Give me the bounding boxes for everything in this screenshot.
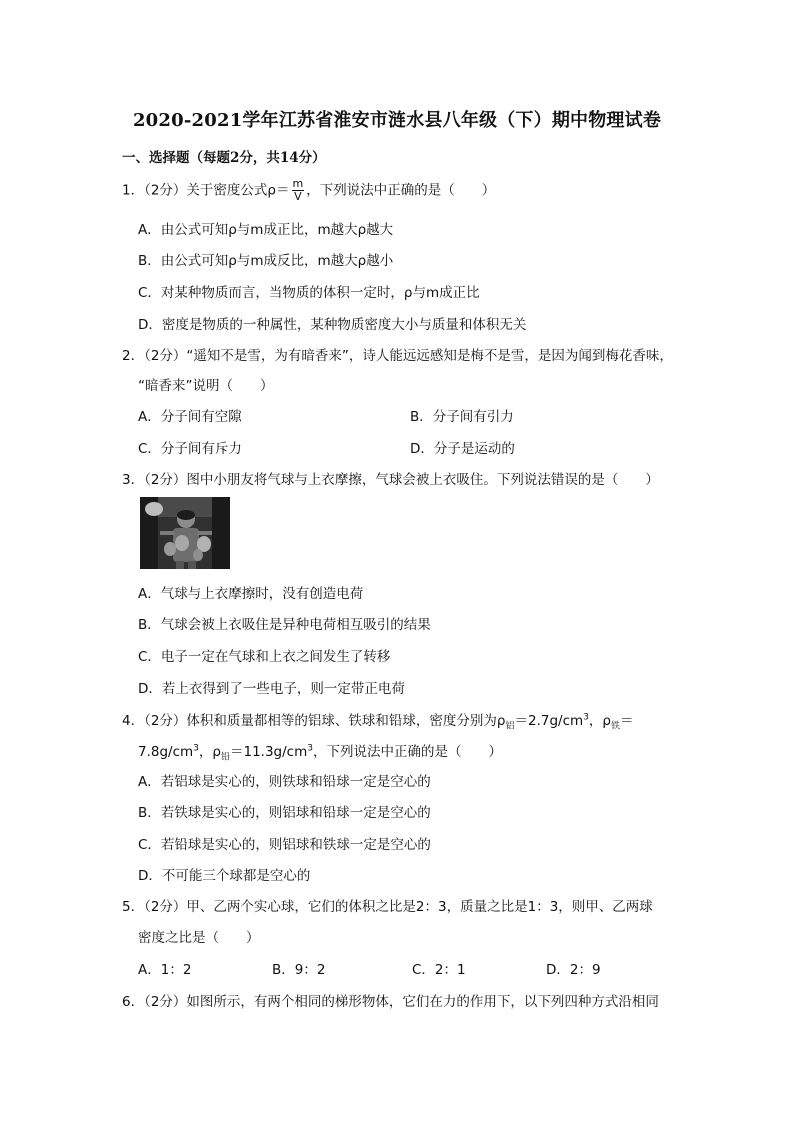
q4-text-f: ，ρ (198, 744, 221, 760)
question-1-stem (122, 178, 495, 203)
q4-text-a: 4．（2分）体积和质量都相等的铝球、铁球和铅球，密度分别为ρ (122, 713, 506, 729)
question-5-stem-line-2: 密度之比是（ ） (138, 930, 260, 946)
q4-text-b: ＝2.7g/cm (514, 713, 584, 729)
question-3-option-d: D．若上衣得到了一些电子，则一定带正电荷 (138, 681, 405, 697)
question-2-option-d: D．分子是运动的 (410, 441, 515, 457)
iron-subscript: 铁 (611, 721, 621, 732)
q4-text-g: ＝11.3g/cm (230, 744, 308, 760)
question-4-option-c: C．若铅球是实心的，则铝球和铁球一定是空心的 (138, 837, 431, 853)
question-5-option-b: B．9：2 (272, 962, 326, 978)
aluminum-subscript: 铝 (505, 721, 515, 732)
question-1-option-c: C．对某种物质而言，当物质的体积一定时，ρ与m成正比 (138, 285, 480, 301)
question-1-suffix: ，下列说法中正确的是（ ） (306, 182, 496, 199)
q4-text-e: 7.8g/cm (138, 744, 194, 760)
q4-text-c: ，ρ (588, 713, 611, 729)
page-title: 2020-2021学年江苏省淮安市涟水县八年级（下）期中物理试卷 (132, 110, 662, 131)
cubic-superscript: 3 (307, 743, 313, 754)
question-4-stem-line-2 (138, 740, 502, 763)
q4-text-h: ，下列说法中正确的是（ ） (312, 744, 502, 760)
balloon-child-photo (140, 497, 230, 569)
question-2-option-a: A．分子间有空隙 (138, 409, 242, 425)
question-3-stem: 3．（2分）图中小朋友将气球与上衣摩擦，气球会被上衣吸住。下列说法错误的是（ ） (122, 472, 659, 488)
question-1-option-b: B．由公式可知ρ与m成反比，m越大ρ越小 (138, 253, 394, 269)
question-2-stem-line-1: 2．（2分）“遥知不是雪，为有暗香来”，诗人能远远感知是梅不是雪，是因为闻到梅花香味， (122, 348, 673, 364)
question-1-option-d: D．密度是物质的一种属性，某种物质密度大小与质量和体积无关 (138, 317, 527, 333)
fraction-numerator: m (292, 177, 304, 190)
q4-text-d: ＝ (620, 713, 634, 729)
cubic-superscript: 3 (193, 743, 199, 754)
question-3-option-c: C．电子一定在气球和上衣之间发生了转移 (138, 649, 391, 665)
question-1-option-a: A．由公式可知ρ与m成正比，m越大ρ越大 (138, 222, 394, 238)
question-5-option-d: D．2：9 (546, 962, 601, 978)
question-4-stem-line-1 (122, 709, 634, 732)
question-5-option-c: C．2：1 (412, 962, 466, 978)
question-3-option-b: B．气球会被上衣吸住是异种电荷相互吸引的结果 (138, 617, 431, 633)
question-4-option-d: D．不可能三个球都是空心的 (138, 868, 311, 884)
question-2-stem-line-2: “暗香来”说明（ ） (138, 378, 274, 394)
density-fraction (292, 178, 305, 203)
question-2-option-c: C．分子间有斥力 (138, 441, 242, 457)
question-3-option-a: A．气球与上衣摩擦时，没有创造电荷 (138, 586, 364, 602)
question-4-option-b: B．若铁球是实心的，则铝球和铅球一定是空心的 (138, 805, 431, 821)
question-2-option-b: B．分子间有引力 (410, 409, 514, 425)
cubic-superscript: 3 (583, 712, 589, 723)
question-1-prefix: 1．（2分）关于密度公式ρ＝ (122, 182, 290, 199)
lead-subscript: 铅 (220, 752, 230, 763)
question-5-stem-line-1: 5．（2分）甲、乙两个实心球，它们的体积之比是2：3，质量之比是1：3，则甲、乙两球 (122, 899, 653, 915)
fraction-denominator: V (294, 190, 302, 203)
question-4-option-a: A．若铝球是实心的，则铁球和铅球一定是空心的 (138, 774, 431, 790)
balloon-child-illustration (140, 497, 230, 569)
question-5-option-a: A．1：2 (138, 962, 192, 978)
section-heading: 一、选择题（每题2分，共14分） (122, 150, 326, 166)
question-6-stem-line-1: 6．（2分）如图所示，有两个相同的梯形物体，它们在力的作用下，以下列四种方式沿相同 (122, 994, 659, 1010)
